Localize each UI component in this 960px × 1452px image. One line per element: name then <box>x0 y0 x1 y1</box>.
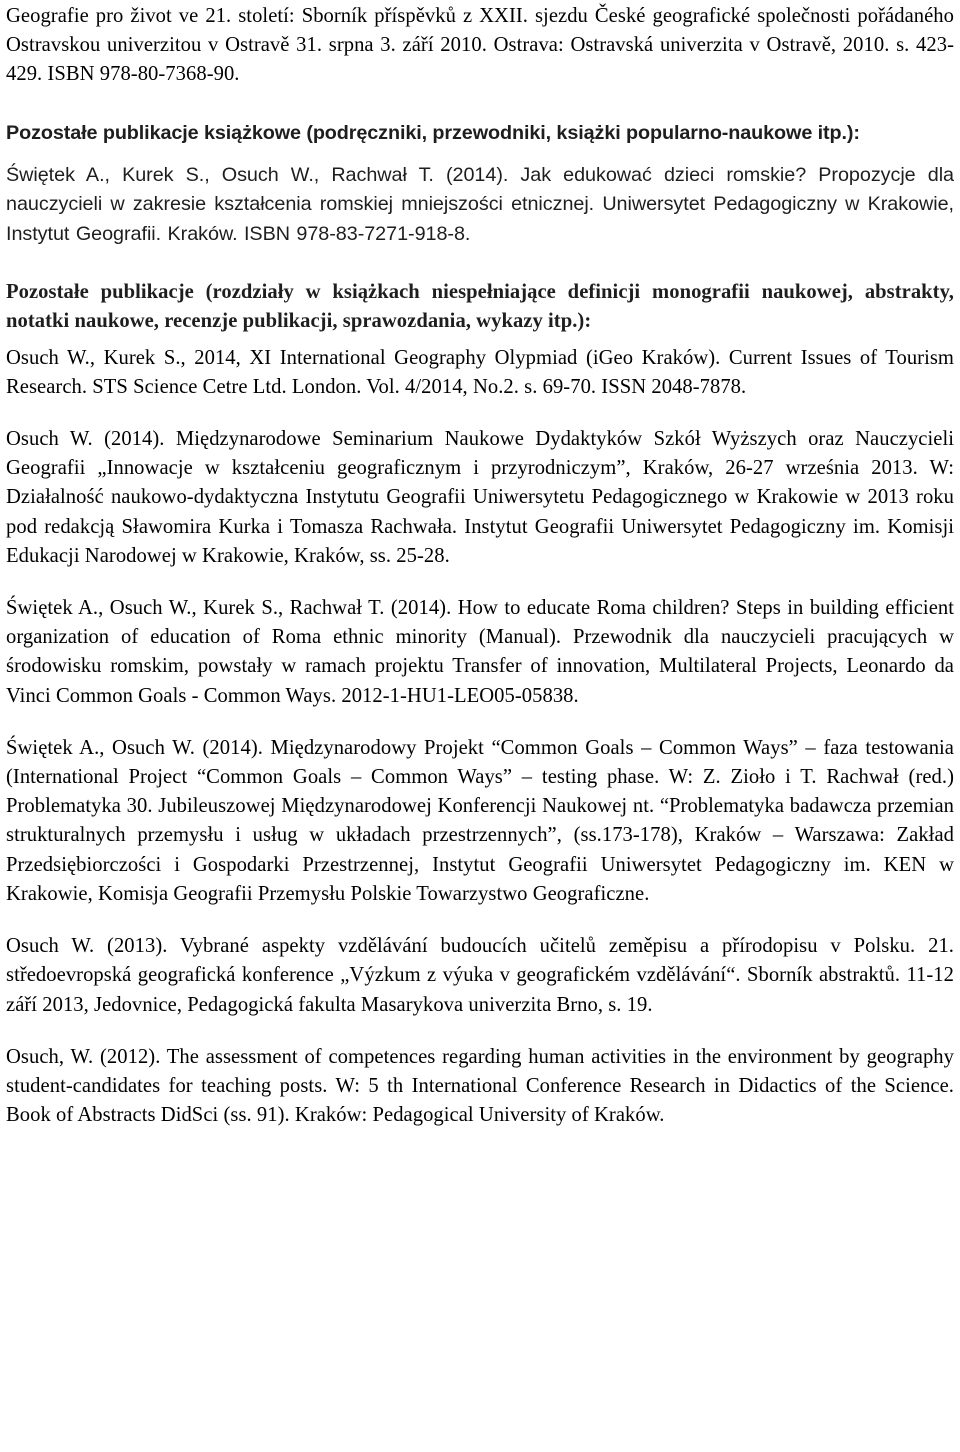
section-heading-other-publications: Pozostałe publikacje (rozdziały w książkach niespełniające definicji monografii naukowej, abstrakty, notatki naukowe, recenzje publikacji, sprawozdania, wykazy itp.): <box>6 281 954 333</box>
publication-entry: Osuch W. (2013). Vybrané aspekty vzdělávání budoucích učitelů zeměpisu a přírodopisu v Polsku. 21. středoevropská geografická konference „Výzkum z výuka v geografickém vzdělávání“. Sborník abstraktů. 11-12 září 2013, Jedovnice, Pedagogická fakulta Masarykova univerzita Brno, s. 19. <box>6 935 954 1016</box>
section-heading-book-publications: Pozostałe publikacje książkowe (podręczniki, przewodniki, książki popularno-naukowe itp.): <box>6 121 860 144</box>
publication-entry: Osuch W. (2014). Międzynarodowe Seminarium Naukowe Dydaktyków Szkół Wyższych oraz Nauczycieli Geografii „Innowacje w kształceniu geograficznym i przyrodniczym”, Kraków, 26-27 września 2013. W: Działalność naukowo-dydaktyczna Instytutu Geografii Uniwersytetu Pedagogicznego w Krakowie w 2013 roku pod redakcją Sławomira Kurka i Tomasza Rachwała. Instytut Geografii Uniwersytet Pedagogiczny im. Komisji Edukacji Narodowej w Krakowie, Kraków, ss. 25-28. <box>6 428 954 567</box>
publication-entry: Świętek A., Kurek S., Osuch W., Rachwał T. (2014). Jak edukować dzieci romskie? Propozycje dla nauczycieli w zakresie kształcenia romskiej mniejszości etnicznej. Uniwersytet Pedagogiczny w Krakowie, Instytut Geografii. Kraków. ISBN 978-83-7271-918-8. <box>6 164 954 245</box>
publication-entry: Świętek A., Osuch W. (2014). Międzynarodowy Projekt “Common Goals – Common Ways” – faza testowania (International Project “Common Goals – Common Ways” – testing phase. W: Z. Zioło i T. Rachwał (red.) Problematyka 30. Jubileuszowej Międzynarodowej Konferencji Naukowej nt. “Problematyka badawcza przemian strukturalnych przemysłu i usług w układach przestrzennych”, (ss.173-178), Kraków – Warszawa: Zakład Przedsiębiorczości i Gospodarki Przestrzennej, Instytut Geografii Uniwersytet Pedagogiczny im. KEN w Krakowie, Komisja Geografii Przemysłu Polskie Towarzystwo Geograficzne. <box>6 736 954 905</box>
publication-entry: Osuch, W. (2012). The assessment of competences regarding human activities in the environment by geography student-candidates for teaching posts. W: 5 th International Conference Research in Didactics of the Science. Book of Abstracts DidSci (ss. 91). Kraków: Pedagogical University of Kraków. <box>6 1045 954 1127</box>
publication-entry: Geografie pro život ve 21. století: Sborník příspěvků z XXII. sjezdu České geografické společnosti pořádaného Ostravskou univerzitou v Ostravě 31. srpna 3. září 2010. Ostrava: Ostravská univerzita v Ostravě, 2010. s. 423-429. ISBN 978-80-7368-90. <box>6 5 954 86</box>
publication-entry: Świętek A., Osuch W., Kurek S., Rachwał T. (2014). How to educate Roma children? Steps in building efficient organization of education of Roma ethnic minority (Manual). Przewodnik dla nauczycieli pracujących w środowisku romskim, powstały w ramach projektu Transfer of innovation, Multilateral Projects, Leonardo da Vinci Common Goals - Common Ways. 2012-1-HU1-LEO05-05838. <box>6 597 954 707</box>
publication-entry: Osuch W., Kurek S., 2014, XI International Geography Olypmiad (iGeo Kraków). Current Issues of Tourism Research. STS Science Cetre Ltd. London. Vol. 4/2014, No.2. s. 69-70. ISSN 2048-7878. <box>6 346 954 398</box>
document-page <box>6 2 954 1130</box>
